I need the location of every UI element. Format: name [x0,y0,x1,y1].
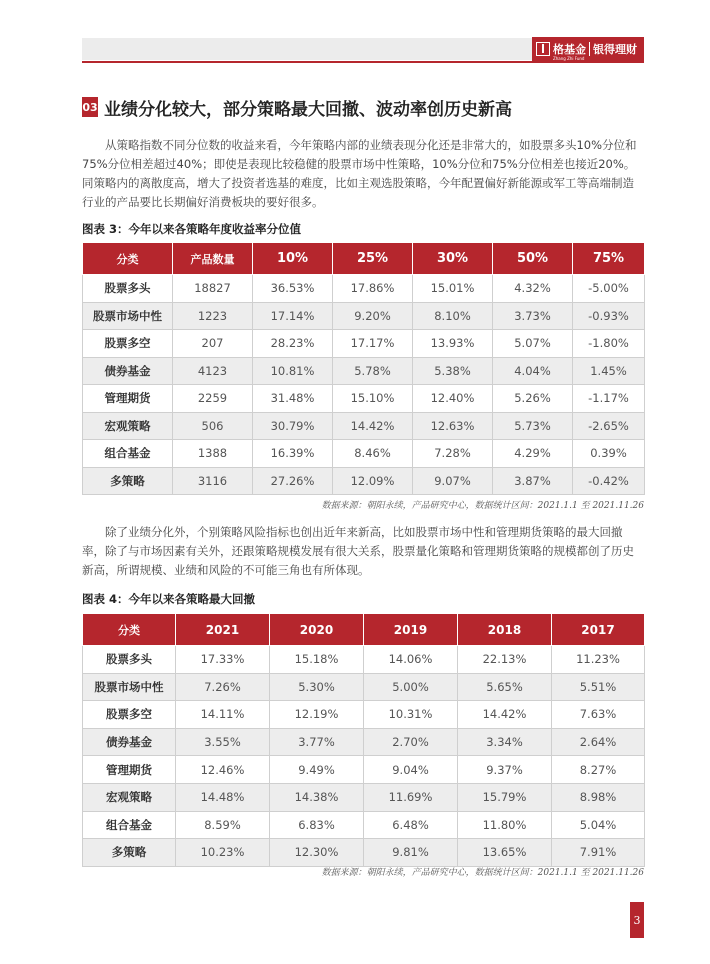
row-category: 股票多空 [83,701,176,729]
table-cell: 10.23% [176,839,270,867]
paragraph-2: 除了业绩分化外，个别策略风险指标也创出近年来新高，比如股票市场中性和管理期货策略的最大回撤率，除了与市场因素有关外，还跟策略规模发展有很大关系，股票量化策略和管理期货策略的规模都创了历史新高，所谓规模、业绩和风险的不可能三角也有所体现。 [82,525,634,577]
row-category: 宏观策略 [83,412,173,440]
table-cell: 4123 [173,357,253,385]
table-cell: 207 [173,330,253,358]
table-cell: 17.33% [176,646,270,674]
table-header-row [83,243,645,275]
table-cell: 5.65% [458,673,552,701]
table-cell: 18827 [173,275,253,303]
row-category: 多策略 [83,467,173,495]
table-cell: 1.45% [573,357,645,385]
table-cell: 22.13% [458,646,552,674]
table-cell: 5.26% [493,385,573,413]
table-cell: 8.27% [552,756,645,784]
table-cell: 8.46% [333,440,413,468]
table-cell: 5.78% [333,357,413,385]
table-cell: 9.07% [413,467,493,495]
table-cell: 12.19% [270,701,364,729]
figure-4-title: 图表 4：今年以来各策略最大回撤 [82,592,256,606]
table-row [83,330,645,358]
table-cell: 13.65% [458,839,552,867]
row-category: 组合基金 [83,811,176,839]
column-header: 30% [413,243,493,275]
table-cell: 12.63% [413,412,493,440]
table-cell: 3.34% [458,728,552,756]
column-header: 2017 [552,614,645,646]
table-cell: 15.10% [333,385,413,413]
table-row [83,673,645,701]
table-cell: 9.49% [270,756,364,784]
table-row [83,756,645,784]
table-cell: 2.64% [552,728,645,756]
table-cell: -1.80% [573,330,645,358]
table-cell: 3.73% [493,302,573,330]
table-cell: 4.32% [493,275,573,303]
table-cell: 14.42% [458,701,552,729]
table-cell: 16.39% [253,440,333,468]
table-cell: 506 [173,412,253,440]
table-row [83,440,645,468]
table-cell: 1223 [173,302,253,330]
table-cell: 5.04% [552,811,645,839]
table-cell: 5.07% [493,330,573,358]
row-category: 股票多空 [83,330,173,358]
table-cell: 12.46% [176,756,270,784]
table-cell: 8.98% [552,783,645,811]
table-cell: 7.26% [176,673,270,701]
table-cell: 17.86% [333,275,413,303]
table-cell: 5.00% [364,673,458,701]
table-cell: 4.04% [493,357,573,385]
column-header: 2019 [364,614,458,646]
logo-divider [589,42,590,56]
table-cell: 12.09% [333,467,413,495]
table-cell: 7.28% [413,440,493,468]
table-cell: 12.30% [270,839,364,867]
table-header-row [83,614,645,646]
table-cell: 2.70% [364,728,458,756]
table-row [83,275,645,303]
table-cell: 3.55% [176,728,270,756]
table-cell: 5.38% [413,357,493,385]
column-header: 25% [333,243,413,275]
table-cell: 5.30% [270,673,364,701]
row-category: 组合基金 [83,440,173,468]
logo-sub: Zhang Zhi Fund [553,55,585,61]
figure-4-source: 数据来源：朝阳永续，产品研究中心，数据统计区间：2021.1.1 至 2021.11.26 [321,868,644,878]
table-cell: 11.23% [552,646,645,674]
table-cell: 28.23% [253,330,333,358]
brand-logo [532,37,644,61]
figure-4-table [82,613,645,867]
page-number: 3 [630,902,644,938]
row-category: 债券基金 [83,728,176,756]
section-number: 03 [82,97,98,117]
table-cell: 14.06% [364,646,458,674]
column-header: 2021 [176,614,270,646]
column-header: 2018 [458,614,552,646]
figure-3-source: 数据来源：朝阳永续，产品研究中心，数据统计区间：2021.1.1 至 2021.11.26 [321,501,644,511]
table-cell: 36.53% [253,275,333,303]
figure-3-title: 图表 3：今年以来各策略年度收益率分位值 [82,222,302,236]
table-cell: 14.11% [176,701,270,729]
table-cell: 11.69% [364,783,458,811]
table-row [83,646,645,674]
table-cell: 3116 [173,467,253,495]
column-header: 50% [493,243,573,275]
table-row [83,302,645,330]
table-cell: 15.18% [270,646,364,674]
table-cell: 10.81% [253,357,333,385]
table-cell: -1.17% [573,385,645,413]
table-cell: 13.93% [413,330,493,358]
table-row [83,811,645,839]
table-row [83,467,645,495]
table-cell: 15.79% [458,783,552,811]
row-category: 管理期货 [83,756,176,784]
row-category: 债券基金 [83,357,173,385]
table-cell: 17.17% [333,330,413,358]
table-row [83,385,645,413]
table-cell: 7.91% [552,839,645,867]
table-cell: 30.79% [253,412,333,440]
table-cell: -2.65% [573,412,645,440]
table-row [83,783,645,811]
table-cell: 17.14% [253,302,333,330]
table-cell: 7.63% [552,701,645,729]
column-header: 75% [573,243,645,275]
column-header: 分类 [83,243,173,275]
table-cell: 3.77% [270,728,364,756]
row-category: 股票市场中性 [83,673,176,701]
table-row [83,839,645,867]
table-cell: 5.73% [493,412,573,440]
table-cell: 0.39% [573,440,645,468]
row-category: 股票多头 [83,646,176,674]
table-cell: 6.83% [270,811,364,839]
row-category: 多策略 [83,839,176,867]
table-cell: 11.80% [458,811,552,839]
table-cell: 9.81% [364,839,458,867]
paragraph-1: 从策略指数不同分位数的收益来看，今年策略内部的业绩表现分化还是非常大的，如股票多头10%分位和75%分位相差超过40%；即使是表现比较稳健的股票市场中性策略，10%分位和75%分位相差也接近20%。同策略内的离散度高，增大了投资者选基的难度，比如主观选股策略，今年配置偏好新能源或军工等高端制造行业的产品要比长期偏好消费板块的要好很多。 [82,138,637,209]
table-cell: 10.31% [364,701,458,729]
table-cell: 12.40% [413,385,493,413]
table-cell: 3.87% [493,467,573,495]
column-header: 2020 [270,614,364,646]
table-cell: 5.51% [552,673,645,701]
table-cell: 27.26% [253,467,333,495]
table-cell: 1388 [173,440,253,468]
logo-name: 格基金 [553,42,586,56]
table-cell: -0.93% [573,302,645,330]
column-header: 分类 [83,614,176,646]
table-cell: 9.04% [364,756,458,784]
table-cell: -5.00% [573,275,645,303]
row-category: 宏观策略 [83,783,176,811]
table-cell: 14.42% [333,412,413,440]
table-row [83,728,645,756]
table-cell: 15.01% [413,275,493,303]
section-title: 业绩分化较大，部分策略最大回撤、波动率创历史新高 [104,100,512,120]
column-header: 产品数量 [173,243,253,275]
table-row [83,701,645,729]
logo-name-block [553,38,586,61]
figure-3-table [82,242,645,495]
table-cell: 14.38% [270,783,364,811]
table-row [83,357,645,385]
table-cell: -0.42% [573,467,645,495]
column-header: 10% [253,243,333,275]
table-row [83,412,645,440]
row-category: 股票市场中性 [83,302,173,330]
table-cell: 8.59% [176,811,270,839]
table-cell: 8.10% [413,302,493,330]
table-cell: 6.48% [364,811,458,839]
table-cell: 9.20% [333,302,413,330]
table-cell: 9.37% [458,756,552,784]
row-category: 股票多头 [83,275,173,303]
table-cell: 14.48% [176,783,270,811]
table-cell: 31.48% [253,385,333,413]
header-rule [82,61,644,63]
row-category: 管理期货 [83,385,173,413]
table-cell: 2259 [173,385,253,413]
logo-right: 银得理财 [593,43,637,56]
table-cell: 4.29% [493,440,573,468]
logo-mark-icon [536,42,550,56]
